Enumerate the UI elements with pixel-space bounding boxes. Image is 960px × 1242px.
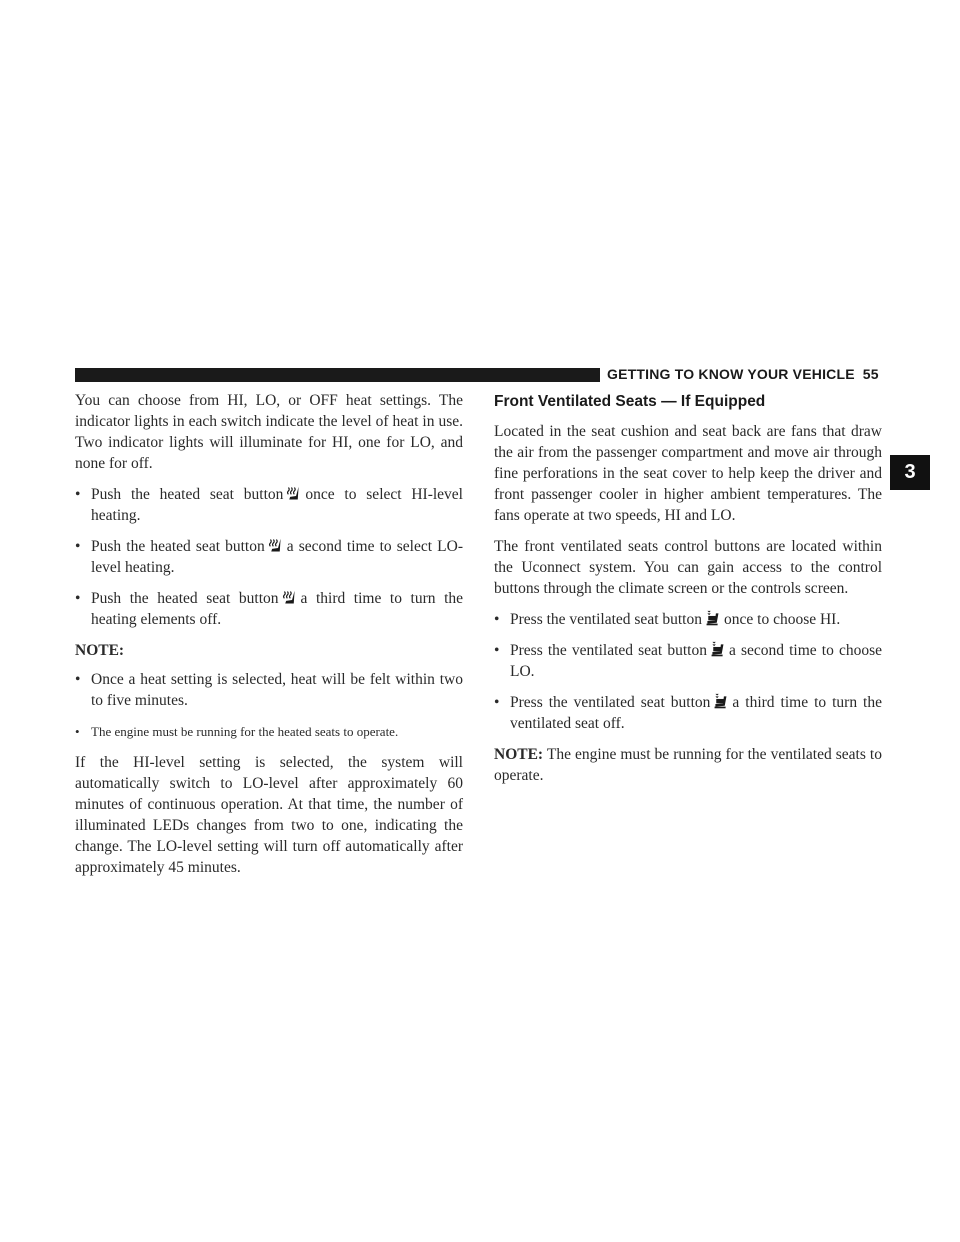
- ventilated-seats-description: Located in the seat cushion and seat back are fans that draw the air from the passenger compartment and move air through fine perforations in the seat cover to help keep the driver and front passenger cooler in higher ambient temperatures. The fans operate at two speeds, HI and LO.: [494, 423, 882, 524]
- heated-seat-icon: [285, 485, 302, 502]
- ventilated-seat-note: NOTE: The engine must be running for the ventilated seats to operate.: [494, 746, 882, 784]
- ventilated-seat-icon: [709, 641, 726, 658]
- heated-seat-steps: [75, 484, 463, 630]
- ventilated-seats-controls-location: The front ventilated seats control buttons are located within the Uconnect system. You can gain access to the control buttons through the climate screen or the controls screen.: [494, 538, 882, 597]
- heated-seat-icon: [267, 537, 284, 554]
- list-item: • Press the ventilated seat button a third time to turn the ventilated seat off.: [494, 692, 882, 734]
- heated-seat-notes: [75, 669, 463, 742]
- heat-settings-intro: You can choose from HI, LO, or OFF heat settings. The indicator lights in each switch indicate the level of heat in use. Two indicator lights will illuminate for HI, one for LO, and none for off.: [75, 392, 463, 472]
- note-label: NOTE:: [494, 746, 544, 763]
- hi-level-auto-switch-paragraph: If the HI-level setting is selected, the system will automatically switch to LO-level after approximately 60 minutes of continuous operation. At that time, the number of illuminated LEDs changes from two to one, indicating the change. The LO-level setting will turn off automatically after approximately 45 minutes.: [75, 754, 463, 876]
- header-rule: [75, 368, 600, 382]
- heated-seat-icon: [281, 589, 298, 606]
- page-number: 55: [862, 366, 879, 382]
- list-item: • The engine must be running for the heated seats to operate.: [75, 721, 463, 742]
- list-item: • Once a heat setting is selected, heat will be felt within two to five minutes.: [75, 669, 463, 711]
- left-column: [75, 390, 463, 888]
- list-item: • Push the heated seat button once to select HI-level heating.: [75, 484, 463, 526]
- chapter-tab: 3: [890, 455, 930, 490]
- list-item: • Push the heated seat button a second time to select LO-level heating.: [75, 536, 463, 578]
- note-label: NOTE:: [75, 642, 125, 659]
- list-item: • Press the ventilated seat button once to choose HI.: [494, 609, 882, 630]
- running-header: [607, 366, 879, 382]
- right-column: [494, 390, 882, 796]
- ventilated-seat-steps: [494, 609, 882, 734]
- ventilated-seat-icon: [712, 693, 729, 710]
- section-title: Front Ventilated Seats — If Equipped: [494, 393, 766, 410]
- chapter-title: GETTING TO KNOW YOUR VEHICLE: [607, 366, 855, 382]
- ventilated-seat-icon: [704, 610, 721, 627]
- list-item: • Press the ventilated seat button a second time to choose LO.: [494, 640, 882, 682]
- list-item: • Push the heated seat button a third time to turn the heating elements off.: [75, 588, 463, 630]
